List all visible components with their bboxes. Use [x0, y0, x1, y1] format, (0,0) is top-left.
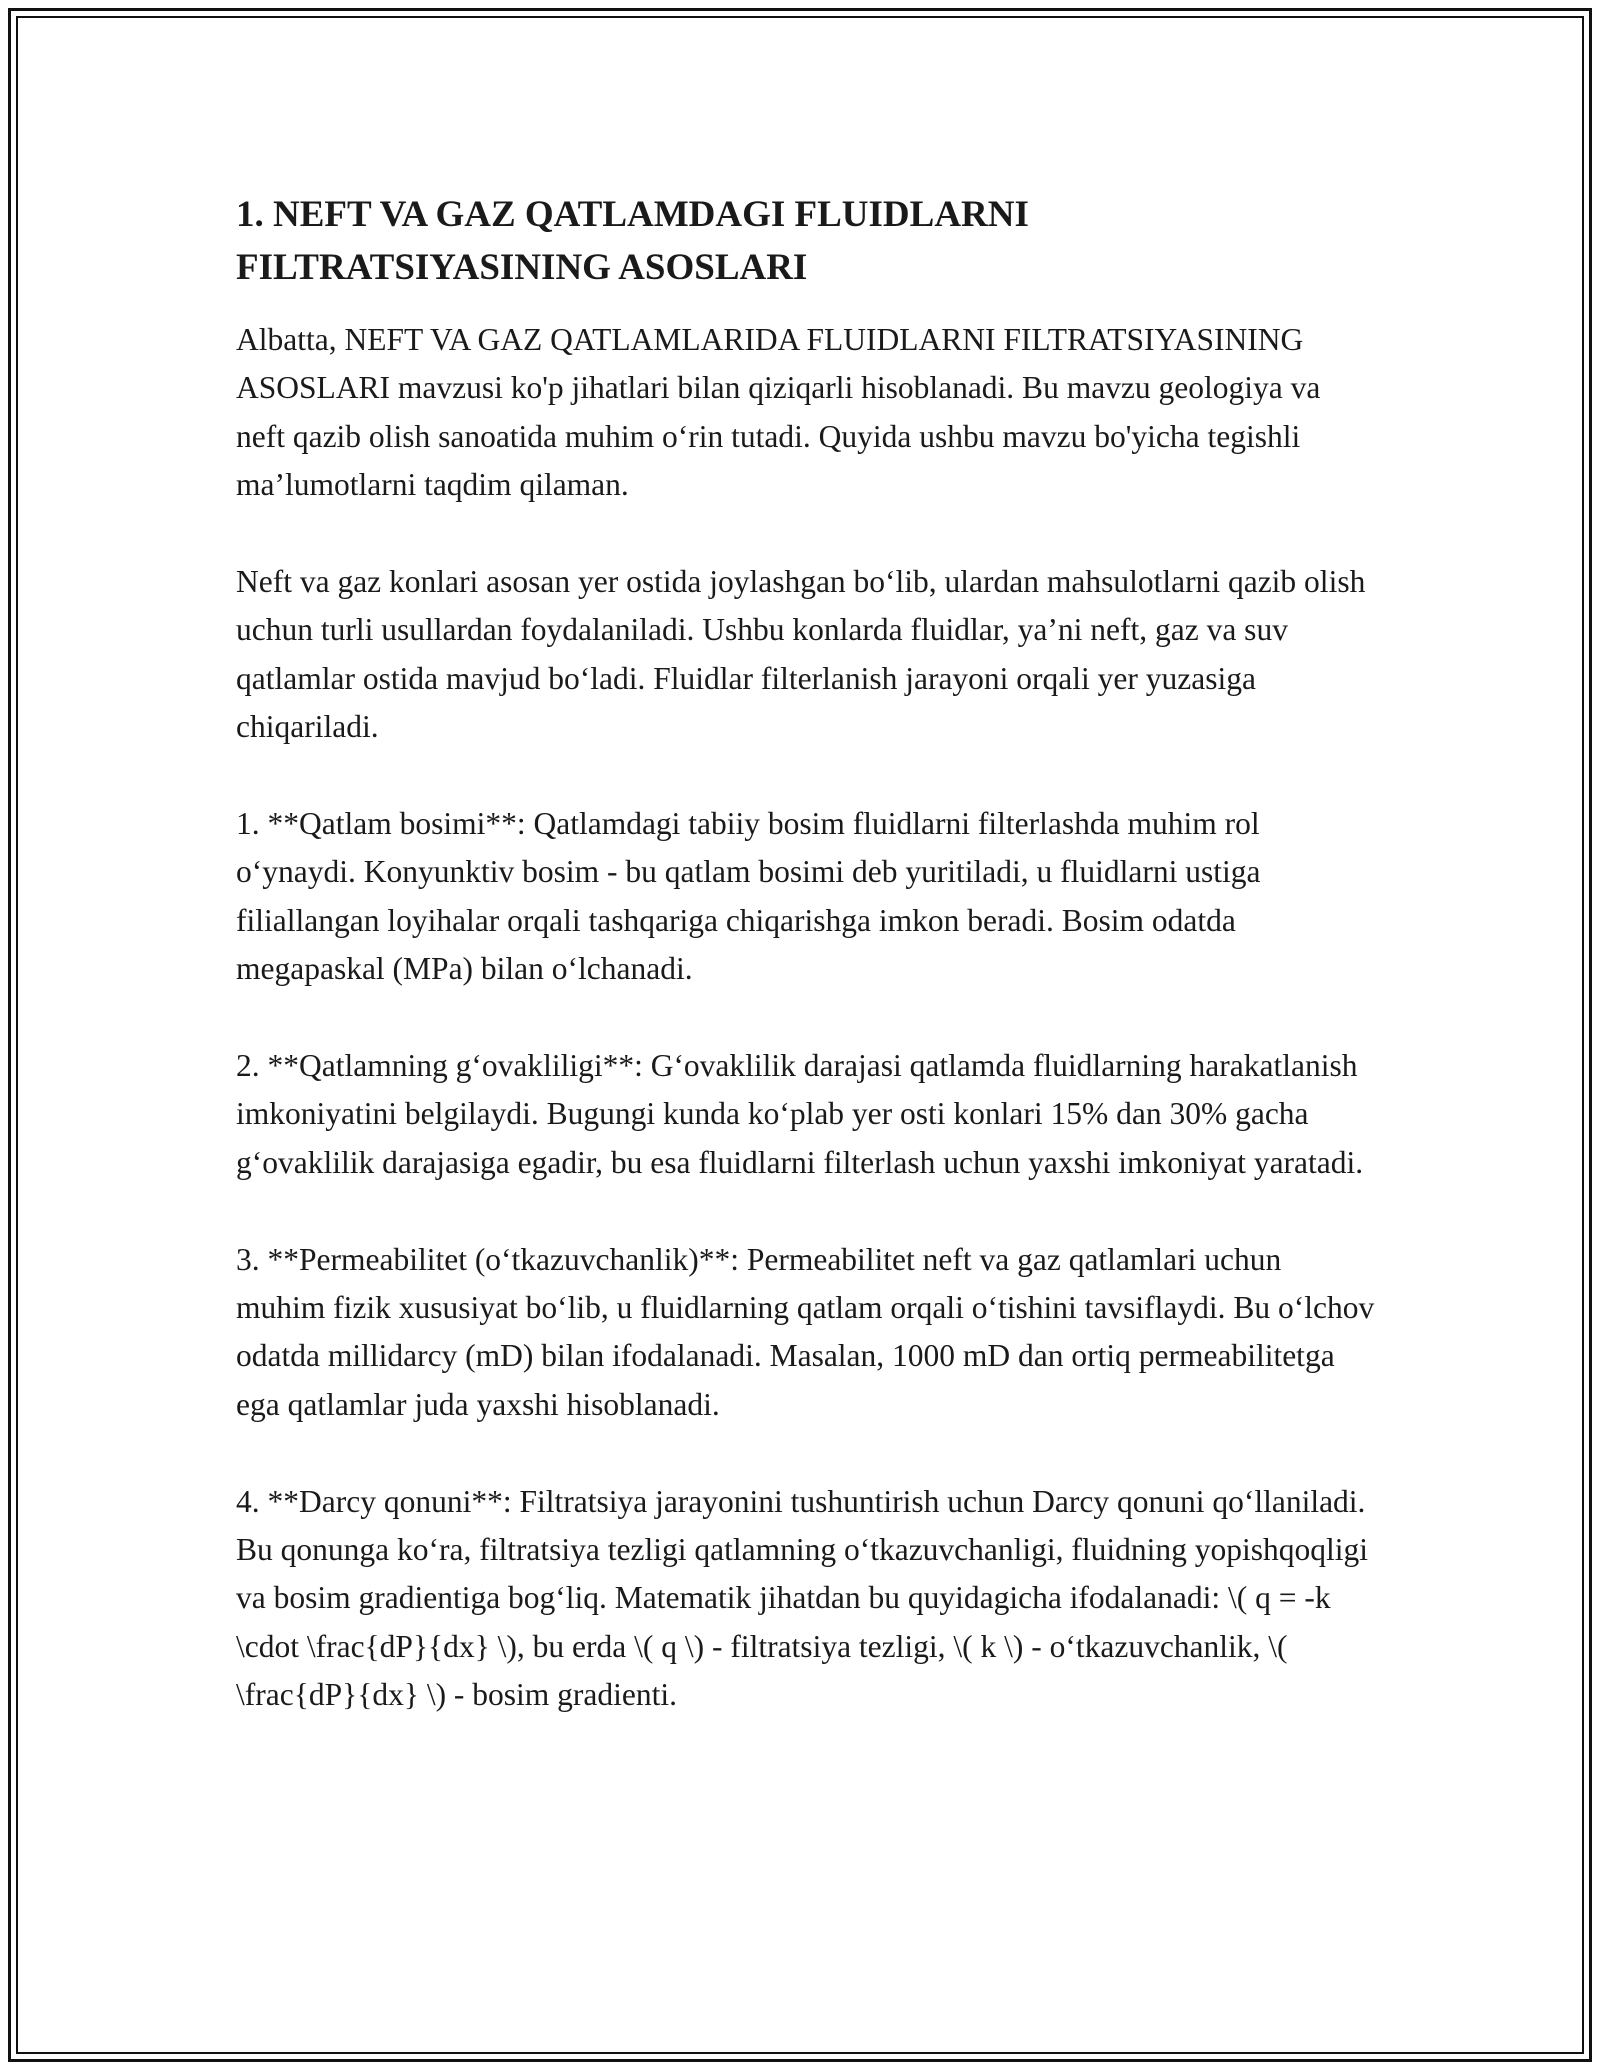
document-title-line-2: FILTRATSIYASINING ASOSLARI [236, 247, 808, 288]
formation-pressure-paragraph: 1. **Qatlam bosimi**: Qatlamdagi tabiiy bosim fluidlarni filterlashda muhim rol o‘ynaydi. Konyunktiv bosim - bu qatlam bosimi deb yuritiladi, u fluidlarni ustiga filiallangan loyihalar orqali tashqariga chiqarishga imkon beradi. Bosim odatda megapaskal (MPa) bilan o‘lchanadi. [236, 806, 1261, 987]
document-body [236, 188, 1376, 1768]
overview-paragraph: Neft va gaz konlari asosan yer ostida joylashgan bo‘lib, ulardan mahsulotlarni qazib olish uchun turli usullardan foydalaniladi. Ushbu konlarda fluidlar, ya’ni neft, gaz va suv qatlamlar ostida mavjud bo‘ladi. Fluidlar filterlanish jarayoni orqali yer yuzasiga chiqariladi. [236, 564, 1366, 745]
porosity-paragraph: 2. **Qatlamning g‘ovakliligi**: G‘ovaklilik darajasi qatlamda fluidlarning harakatlanish imkoniyatini belgilaydi. Bugungi kunda ko‘plab yer osti konlari 15% dan 30% gacha g‘ovaklilik darajasiga egadir, bu esa fluidlarni filterlash uchun yaxshi imkoniyat yaratadi. [236, 1048, 1364, 1180]
intro-paragraph: Albatta, NEFT VA GAZ QATLAMLARIDA FLUIDLARNI FILTRATSIYASINING ASOSLARI mavzusi ko'p jihatlari bilan qiziqarli hisoblanadi. Bu mavzu geologiya va neft qazib olish sanoatida muhim o‘rin tutadi. Quyida ushbu mavzu bo'yicha tegishli ma’lumotlarni taqdim qilaman. [236, 322, 1321, 503]
permeability-paragraph: 3. **Permeabilitet (o‘tkazuvchanlik)**: Permeabilitet neft va gaz qatlamlari uchun muhim fizik xususiyat bo‘lib, u fluidlarning qatlam orqali o‘tishini tavsiflaydi. Bu o‘lchov odatda millidarcy (mD) bilan ifodalanadi. Masalan, 1000 mD dan ortiq permeabilitetga ega qatlamlar juda yaxshi hisoblanadi. [236, 1241, 1375, 1422]
document-title [236, 188, 1376, 294]
document-title-line-1: 1. NEFT VA GAZ QATLAMDAGI FLUIDLARNI [236, 194, 1029, 235]
darcy-law-paragraph: 4. **Darcy qonuni**: Filtratsiya jarayonini tushuntirish uchun Darcy qonuni qo‘llaniladi. Bu qonunga ko‘ra, filtratsiya tezligi qatlamning o‘tkazuvchanligi, fluidning yopishqoqligi va bosim gradientiga bog‘liq. Matematik jihatdan bu quyidagicha ifodalanadi: \( q = -k \cdot \frac{dP}{dx} \), bu erda \( q \) - filtratsiya tezligi, \( k \) - o‘tkazuvchanlik, \( \frac{dP}{dx} \) - bosim gradienti. [236, 1483, 1369, 1713]
